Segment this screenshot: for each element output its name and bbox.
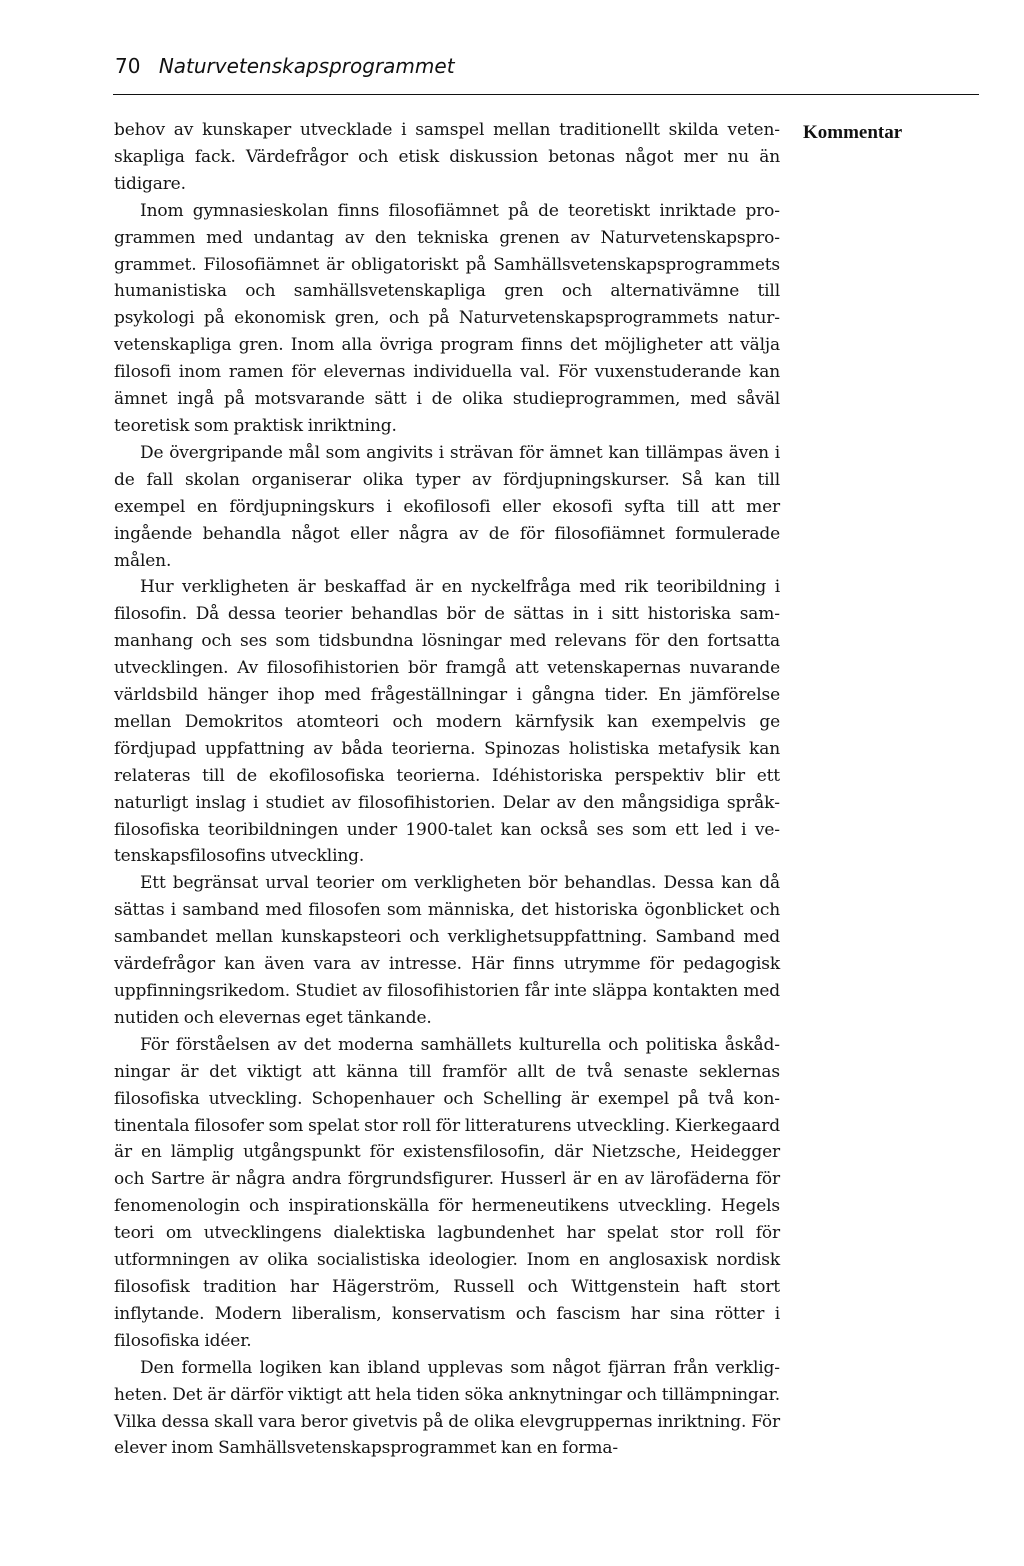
paragraph: behov av kunskaper utvecklade i samspel mellan traditionellt skilda vetenskapliga fack. Värdefrågor och etisk diskussion betonas något mer nu än tidigare. [114, 120, 780, 194]
page-number: 70 [115, 54, 141, 78]
paragraph: Ett begränsat urval teorier om verkligheten bör behandlas. Dessa kan då sättas i samband med filosofen som människa, det historiska ögonblicket och sambandet mellan kunskapsteori och verklighetsuppfattning. Samband med värdefrågor kan även vara av intresse. Här finns utrymme för pedagogisk uppfinningsrikedom. Studiet av filosofihistorien får inte släppa kontakten med nutiden och elevernas eget tänkande. [114, 873, 780, 1028]
running-header [115, 52, 455, 80]
paragraph: Inom gymnasieskolan finns filosofiämnet på de teoretiskt inriktade programmen med undantag av den tekniska grenen av Naturvetenskapsprogrammet. Filosofiämnet är obligatoriskt på Samhällsvetenskapsprogrammets humanistiska och samhällsvetenskapliga gren och alternativämne till psykologi på ekonomisk gren, och på Naturvetenskapsprogrammets naturvetenskapliga gren. Inom alla övriga program finns det möjligheter att välja filosofi inom ramen för elevernas individuella val. För vuxenstuderande kan ämnet ingå på motsvarande sätt i de olika studieprogrammen, med såväl teoretisk som praktisk inriktning. [114, 200, 780, 436]
paragraph: De övergripande mål som angivits i strävan för ämnet kan tillämpas även i de fall skolan organiserar olika typer av fördjupningskurser. Så kan till exempel en fördjupningskurs i ekofilosofi eller ekosofi syfta till att mer ingående behandla något eller några av de för filosofiämnet formulerade målen. [114, 442, 780, 571]
margin-heading: Kommentar [803, 122, 903, 143]
paragraph: Hur verkligheten är beskaffad är en nyckelfråga med rik teoribildning i filosofin. Då dessa teorier behandlas bör de sättas in i sitt historiska sammanhang och ses som tidsbundna lösningar med relevans för den fortsatta utvecklingen. Av filosofihistorien bör framgå att vetenskapernas nuvarande världsbild hänger ihop med frågeställningar i gångna tider. En jämförelse mellan Demokritos atomteori och modern kärnfysik kan exempelvis ge fördjupad uppfattning av båda teorierna. Spinozas holistiska metafysik kan relateras till de ekofilosofiska teorierna. Idéhistoriska perspektiv blir ett naturligt inslag i studiet av filosofihistorien. Delar av den mångsidiga språkfilosofiska teoribildningen under 1900-talet kan också ses som ett led i vetenskapsfilosofins utveckling. [114, 577, 780, 867]
paragraph: För förståelsen av det moderna samhällets kulturella och politiska åskådningar är det viktigt att känna till framför allt de två senaste seklernas filosofiska utveckling. Schopenhauer och Schelling är exempel på två kontinentala filosofer som spelat stor roll för litteraturens utveckling. Kierkegaard är en lämplig utgångspunkt för existensfilosofin, där Nietzsche, Heidegger och Sartre är några andra förgrundsfigurer. Husserl är en av lärofäderna för fenomenologin och inspirationskälla för hermeneutikens utveckling. Hegels teori om utvecklingens dialektiska lagbundenhet har spelat stor roll för utformningen av olika socialistiska ideologier. Inom en anglosaxisk nordisk filosofisk tradition har Hägerström, Russell och Wittgenstein haft stort inflytande. Modern liberalism, konservatism och fascism har sina rötter i filosofiska idéer. [114, 1034, 780, 1351]
body-text [114, 117, 780, 1462]
paragraph: Den formella logiken kan ibland upplevas som något fjärran från verkligheten. Det är därför viktigt att hela tiden söka anknytningar och tillämpningar. Vilka dessa skall vara beror givetvis på de olika elevgruppernas inriktning. För elever inom Samhällsvetenskapsprogrammet kan en forma- [114, 1357, 780, 1459]
header-rule [113, 94, 979, 95]
section-title: Naturvetenskapsprogrammet [158, 54, 455, 78]
